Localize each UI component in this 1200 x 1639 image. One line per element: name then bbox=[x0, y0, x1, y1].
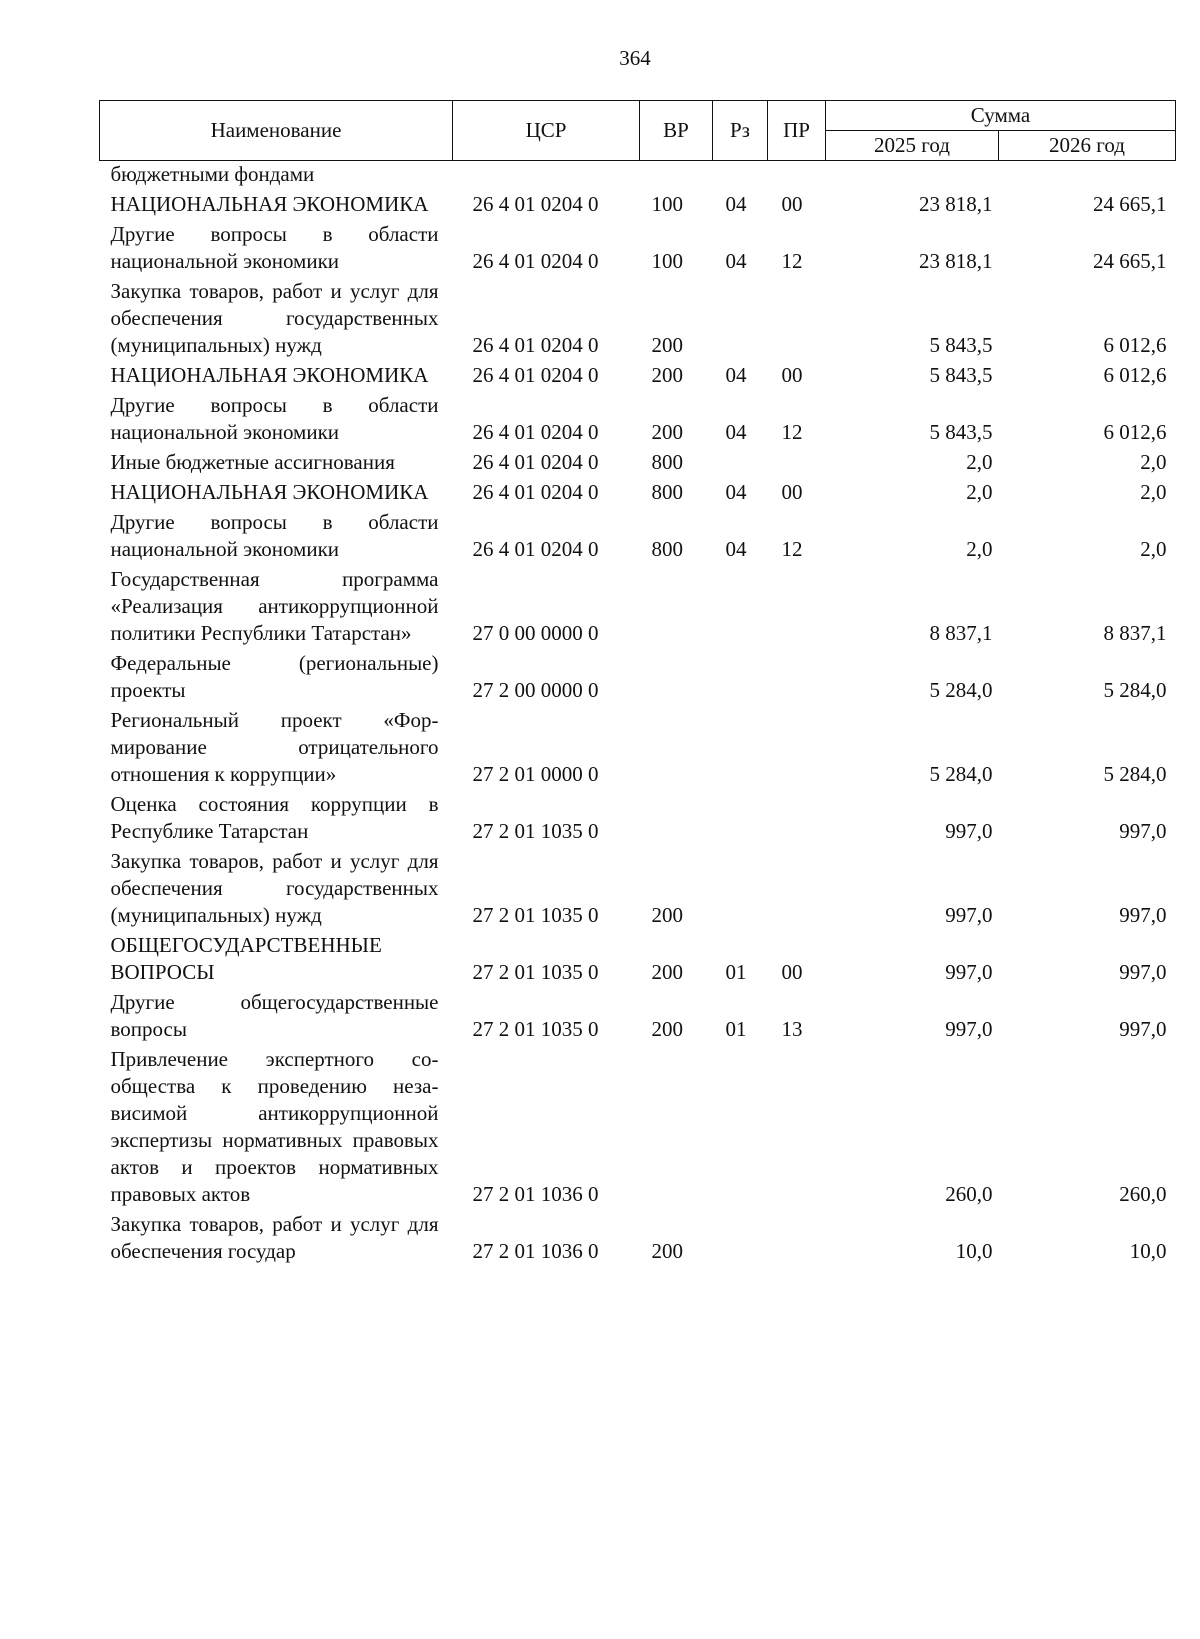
row-sum-2025: 2,0 bbox=[966, 450, 993, 474]
row-sum-2025: 2,0 bbox=[966, 537, 993, 561]
row-vr bbox=[640, 563, 713, 647]
row-sum-2026: 24 665,1 bbox=[1093, 249, 1167, 273]
row-pr: 00 bbox=[781, 480, 803, 504]
table-row bbox=[100, 389, 1176, 446]
row-name: Федеральные (региональные) проекты bbox=[110, 651, 439, 702]
row-sum-2026: 997,0 bbox=[1119, 960, 1167, 984]
row-pr: 00 bbox=[781, 363, 803, 387]
table-row bbox=[100, 647, 1176, 704]
row-sum-2026: 997,0 bbox=[1119, 1017, 1167, 1041]
row-pr bbox=[768, 1043, 826, 1208]
row-sum-2025: 10,0 bbox=[955, 1239, 993, 1263]
row-csr: 26 4 01 0204 0 bbox=[472, 363, 599, 387]
row-vr: 200 bbox=[651, 903, 683, 927]
table-row bbox=[100, 704, 1176, 788]
row-rz: 01 bbox=[725, 1017, 747, 1041]
row-pr bbox=[768, 563, 826, 647]
row-pr bbox=[768, 647, 826, 704]
row-rz bbox=[713, 704, 768, 788]
table-row bbox=[100, 161, 1176, 189]
row-vr bbox=[640, 1043, 713, 1208]
row-name: Закупка товаров, работ и услуг для обеспечения государственных (муниципальных) нужд bbox=[110, 279, 439, 357]
row-csr: 27 2 01 1035 0 bbox=[472, 903, 599, 927]
row-pr: 12 bbox=[781, 420, 803, 444]
row-name: Привлечение экспертного сообщества к проведению независимой антикоррупционной экспертизы нормативных правовых актов и проектов нормативных правовых актов bbox=[110, 1047, 439, 1206]
header-rz: Рз bbox=[713, 101, 768, 161]
table-row bbox=[100, 788, 1176, 845]
row-name: НАЦИОНАЛЬНАЯ ЭКОНОМИКА bbox=[110, 363, 429, 387]
row-sum-2025 bbox=[826, 161, 999, 189]
row-rz: 04 bbox=[725, 249, 747, 273]
row-sum-2025: 5 843,5 bbox=[929, 363, 993, 387]
row-sum-2025: 997,0 bbox=[945, 960, 993, 984]
row-sum-2026: 2,0 bbox=[1140, 450, 1167, 474]
row-rz bbox=[713, 647, 768, 704]
row-name: Оценка состояния коррупции в Республике Татарстан bbox=[110, 792, 439, 843]
row-name: Другие вопросы в области национальной экономики bbox=[110, 510, 439, 561]
row-name: Региональный проект «Формирование отрицательного отношения к коррупции» bbox=[110, 708, 439, 786]
row-pr: 00 bbox=[781, 960, 803, 984]
row-pr: 12 bbox=[781, 249, 803, 273]
row-name: бюджетными фондами bbox=[110, 162, 315, 186]
row-rz: 04 bbox=[725, 480, 747, 504]
row-name: Другие вопросы в области национальной экономики bbox=[110, 222, 439, 273]
row-sum-2026: 6 012,6 bbox=[1103, 363, 1167, 387]
row-csr: 27 0 00 0000 0 bbox=[472, 621, 599, 645]
header-sum: Сумма bbox=[826, 101, 1176, 131]
row-sum-2026: 2,0 bbox=[1140, 537, 1167, 561]
row-sum-2026: 5 284,0 bbox=[1103, 678, 1167, 702]
row-vr bbox=[640, 647, 713, 704]
row-name: ОБЩЕГОСУДАРСТВЕННЫЕ ВОПРОСЫ bbox=[110, 933, 382, 984]
row-rz bbox=[713, 1208, 768, 1265]
row-csr: 27 2 01 1035 0 bbox=[472, 1017, 599, 1041]
row-sum-2026: 2,0 bbox=[1140, 480, 1167, 504]
row-rz: 04 bbox=[725, 192, 747, 216]
row-vr: 200 bbox=[651, 1239, 683, 1263]
row-pr bbox=[768, 275, 826, 359]
table-header bbox=[100, 101, 1176, 161]
row-vr: 100 bbox=[651, 192, 683, 216]
table-row bbox=[100, 218, 1176, 275]
row-rz: 04 bbox=[725, 363, 747, 387]
row-sum-2025: 5 284,0 bbox=[929, 762, 993, 786]
row-sum-2026: 5 284,0 bbox=[1103, 762, 1167, 786]
header-vr: ВР bbox=[640, 101, 713, 161]
row-pr: 13 bbox=[781, 1017, 803, 1041]
table-row bbox=[100, 1208, 1176, 1265]
row-sum-2026 bbox=[999, 161, 1176, 189]
row-csr: 27 2 00 0000 0 bbox=[472, 678, 599, 702]
header-name: Наименование bbox=[100, 101, 453, 161]
row-rz: 01 bbox=[725, 960, 747, 984]
row-sum-2025: 23 818,1 bbox=[919, 192, 993, 216]
row-sum-2025: 2,0 bbox=[966, 480, 993, 504]
row-name: Другие вопросы в области национальной экономики bbox=[110, 393, 439, 444]
row-vr: 200 bbox=[651, 420, 683, 444]
row-rz: 04 bbox=[725, 420, 747, 444]
table-row bbox=[100, 188, 1176, 218]
row-csr: 27 2 01 1036 0 bbox=[472, 1182, 599, 1206]
row-csr: 26 4 01 0204 0 bbox=[472, 480, 599, 504]
row-vr bbox=[640, 161, 713, 189]
table-row bbox=[100, 986, 1176, 1043]
header-csr: ЦСР bbox=[453, 101, 640, 161]
row-vr bbox=[640, 704, 713, 788]
table-row bbox=[100, 845, 1176, 929]
row-csr: 26 4 01 0204 0 bbox=[472, 420, 599, 444]
row-csr: 27 2 01 0000 0 bbox=[472, 762, 599, 786]
row-csr bbox=[453, 161, 640, 189]
row-rz bbox=[713, 563, 768, 647]
table-row bbox=[100, 563, 1176, 647]
row-csr: 26 4 01 0204 0 bbox=[472, 192, 599, 216]
row-pr bbox=[768, 161, 826, 189]
row-sum-2026: 6 012,6 bbox=[1103, 420, 1167, 444]
row-sum-2025: 997,0 bbox=[945, 1017, 993, 1041]
row-sum-2026: 24 665,1 bbox=[1093, 192, 1167, 216]
row-pr: 12 bbox=[781, 537, 803, 561]
row-name: НАЦИОНАЛЬНАЯ ЭКОНОМИКА bbox=[110, 480, 429, 504]
row-pr bbox=[768, 845, 826, 929]
row-sum-2025: 997,0 bbox=[945, 903, 993, 927]
table-row bbox=[100, 1043, 1176, 1208]
row-rz bbox=[713, 845, 768, 929]
row-name: Закупка товаров, работ и услуг для обеспечения государственных (муниципальных) нужд bbox=[110, 849, 439, 927]
row-sum-2025: 5 843,5 bbox=[929, 420, 993, 444]
row-sum-2026: 997,0 bbox=[1119, 819, 1167, 843]
header-pr: ПР bbox=[768, 101, 826, 161]
row-name: Иные бюджетные ассигнования bbox=[110, 450, 395, 474]
row-name: Другие общегосударственные вопросы bbox=[110, 990, 439, 1041]
table-row bbox=[100, 275, 1176, 359]
row-sum-2025: 260,0 bbox=[945, 1182, 993, 1206]
row-vr: 800 bbox=[651, 450, 683, 474]
row-csr: 26 4 01 0204 0 bbox=[472, 450, 599, 474]
row-sum-2025: 997,0 bbox=[945, 819, 993, 843]
row-vr: 200 bbox=[651, 1017, 683, 1041]
row-name: Закупка товаров, работ и услуг для обеспечения государ bbox=[110, 1212, 439, 1263]
row-sum-2026: 10,0 bbox=[1129, 1239, 1167, 1263]
row-csr: 27 2 01 1035 0 bbox=[472, 960, 599, 984]
row-csr: 26 4 01 0204 0 bbox=[472, 249, 599, 273]
row-pr bbox=[768, 704, 826, 788]
budget-table bbox=[99, 100, 1176, 1265]
row-rz bbox=[713, 275, 768, 359]
table-body bbox=[100, 161, 1176, 1266]
header-year-2026: 2026 год bbox=[999, 131, 1176, 161]
row-sum-2025: 5 284,0 bbox=[929, 678, 993, 702]
row-sum-2026: 6 012,6 bbox=[1103, 333, 1167, 357]
row-vr: 200 bbox=[651, 363, 683, 387]
table-row bbox=[100, 446, 1176, 476]
row-vr: 800 bbox=[651, 480, 683, 504]
header-year-2025: 2025 год bbox=[826, 131, 999, 161]
table-row bbox=[100, 476, 1176, 506]
row-csr: 26 4 01 0204 0 bbox=[472, 333, 599, 357]
row-sum-2025: 8 837,1 bbox=[929, 621, 993, 645]
row-sum-2026: 260,0 bbox=[1119, 1182, 1167, 1206]
row-vr: 200 bbox=[651, 960, 683, 984]
row-vr: 100 bbox=[651, 249, 683, 273]
table-row bbox=[100, 929, 1176, 986]
row-vr: 200 bbox=[651, 333, 683, 357]
row-vr bbox=[640, 788, 713, 845]
row-pr: 00 bbox=[781, 192, 803, 216]
row-csr: 27 2 01 1036 0 bbox=[472, 1239, 599, 1263]
row-csr: 26 4 01 0204 0 bbox=[472, 537, 599, 561]
row-vr: 800 bbox=[651, 537, 683, 561]
row-pr bbox=[768, 1208, 826, 1265]
row-sum-2025: 23 818,1 bbox=[919, 249, 993, 273]
row-csr: 27 2 01 1035 0 bbox=[472, 819, 599, 843]
row-sum-2025: 5 843,5 bbox=[929, 333, 993, 357]
page-number: 364 bbox=[619, 46, 651, 70]
row-pr bbox=[768, 788, 826, 845]
row-pr bbox=[768, 446, 826, 476]
table-row bbox=[100, 359, 1176, 389]
row-rz bbox=[713, 161, 768, 189]
row-name: Государственная программа «Реализация антикоррупционной политики Республики Татарстан» bbox=[110, 567, 439, 645]
row-rz: 04 bbox=[725, 537, 747, 561]
table-row bbox=[100, 506, 1176, 563]
row-sum-2026: 997,0 bbox=[1119, 903, 1167, 927]
row-rz bbox=[713, 788, 768, 845]
row-rz bbox=[713, 446, 768, 476]
row-rz bbox=[713, 1043, 768, 1208]
row-name: НАЦИОНАЛЬНАЯ ЭКОНОМИКА bbox=[110, 192, 429, 216]
row-sum-2026: 8 837,1 bbox=[1103, 621, 1167, 645]
